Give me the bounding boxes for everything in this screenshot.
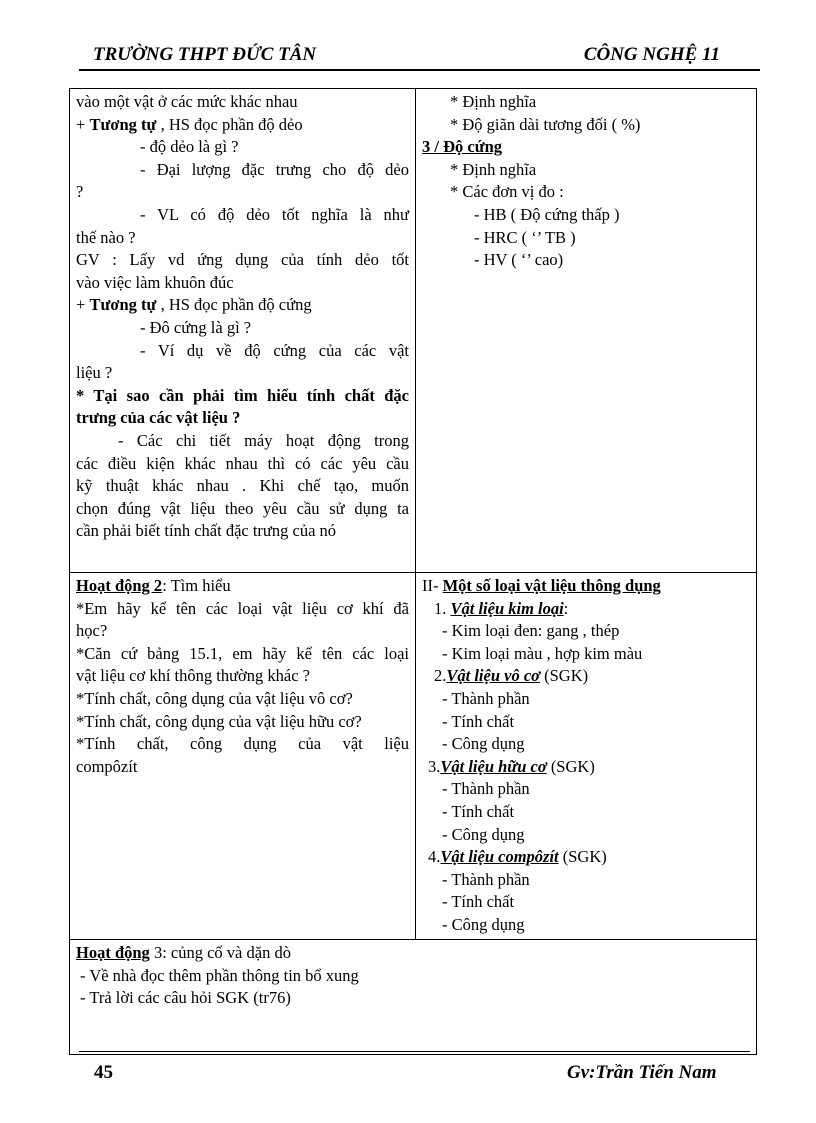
text-run: 3: củng cố và dặn dò: [149, 943, 291, 962]
text-line: - Đại lượng đặc trưng cho độ dẻo: [140, 159, 409, 179]
text-line: [76, 114, 409, 137]
subsection-heading: Vật liệu hữu cơ: [440, 756, 547, 776]
text-line: compôzít: [76, 756, 138, 776]
text-line: ?: [76, 182, 84, 202]
text-line: [422, 846, 750, 869]
content-cell: [416, 89, 757, 573]
section-heading: Một số loại vật liệu thông dụng: [442, 576, 661, 595]
text-line: *Em hãy kể tên các loại vật liệu cơ khí đã: [76, 598, 409, 618]
lesson-table: [69, 88, 757, 1055]
text-line: thế nào ?: [76, 227, 136, 247]
text-line: [422, 665, 750, 688]
text-run: (SGK): [546, 756, 595, 776]
activity-heading: Hoạt động 2: [76, 576, 163, 595]
text-run: +: [76, 114, 90, 134]
text-line: - Thành phần: [442, 869, 530, 889]
activity-heading: Hoạt động: [76, 943, 150, 962]
text-line: - Về nhà đọc thêm phần thông tin bổ xung: [80, 965, 359, 985]
text-run: 4.: [428, 847, 441, 867]
text-line: - Trả lời các câu hỏi SGK (tr76): [80, 988, 291, 1008]
text-line: *Tính chất, công dụng của vật liệu hữu cơ?: [76, 711, 362, 731]
text-line: - Thành phần: [442, 779, 530, 799]
text-line: - Công dụng: [442, 734, 525, 754]
text-line: *Căn cứ bảng 15.1, em hãy kể tên các loại: [76, 643, 409, 663]
bold-run: Tương tự: [89, 114, 157, 134]
bold-run: Tương tự: [89, 295, 157, 315]
text-line: vật liệu cơ khí thông thường khác ?: [76, 666, 310, 686]
school-name: TRƯỜNG THPT ĐỨC TÂN: [93, 44, 317, 65]
text-line: * Các đơn vị đo :: [450, 182, 564, 202]
teacher-student-activity-cell: [70, 89, 416, 573]
text-run: 2.: [434, 666, 447, 686]
text-line: kỹ thuật khác nhau . Khi chế tạo, muốn: [76, 476, 409, 496]
page-number: 45: [94, 1062, 113, 1083]
content-cell: [416, 573, 757, 940]
header-rule: [79, 69, 760, 71]
text-line: - Các chi tiết máy hoạt động trong: [118, 430, 409, 450]
text-line: - Tính chất: [442, 801, 515, 821]
text-line: - Đô cứng là gì ?: [140, 317, 252, 337]
subsection-heading: Vật liệu kim loại: [450, 598, 564, 618]
text-line: * Độ giãn dài tương đối ( %): [450, 114, 641, 134]
text-line: [422, 756, 750, 779]
text-line: vào việc làm khuôn đúc: [76, 272, 234, 292]
table-row: [70, 940, 757, 1055]
text-run: : Tìm hiểu: [162, 576, 231, 595]
text-line: [422, 575, 750, 598]
text-line: *Tính chất, công dụng của vật liệu vô cơ?: [76, 688, 353, 708]
text-line: liệu ?: [76, 363, 113, 383]
table-row: [70, 573, 757, 940]
text-line: vào một vật ở các mức khác nhau: [76, 92, 298, 111]
text-line: cần phải biết tính chất đặc trưng của nó: [76, 521, 337, 541]
text-line: [422, 598, 750, 621]
subsection-heading: Vật liệu compôzít: [440, 847, 559, 867]
text-line: - Tính chất: [442, 711, 515, 731]
text-run: (SGK): [540, 666, 589, 686]
text-line: [76, 575, 409, 598]
text-line: trưng của các vật liệu ?: [76, 408, 241, 428]
text-line: các điều kiện khác nhau thì có các yêu cầu: [76, 453, 409, 473]
text-line: [76, 942, 750, 965]
footer-rule: [79, 1051, 750, 1052]
text-line: - HV ( ‘’ cao): [474, 250, 564, 270]
text-line: học?: [76, 621, 108, 641]
text-line: - Kim loại đen: gang , thép: [442, 621, 620, 641]
author-name: Gv:Trần Tiến Nam: [567, 1062, 717, 1083]
text-run: II-: [422, 576, 443, 595]
text-run: +: [76, 295, 90, 315]
teacher-student-activity-cell: [70, 573, 416, 940]
text-run: 3.: [428, 756, 441, 776]
text-line: *Tính chất, công dụng của vật liệu: [76, 734, 409, 754]
homework-cell: [70, 940, 757, 1055]
text-line: - Kim loại màu , hợp kim màu: [442, 643, 643, 663]
text-run: , HS đọc phần độ cứng: [156, 295, 312, 315]
text-line: * Tại sao cần phải tìm hiểu tính chất đặc: [76, 385, 409, 405]
text-line: - VL có độ dẻo tốt nghĩa là như: [140, 204, 409, 224]
table-row: [70, 89, 757, 573]
text-line: - độ dẻo là gì ?: [140, 137, 239, 157]
text-line: - Công dụng: [442, 914, 525, 934]
text-line: - HB ( Độ cứng thấp ): [474, 204, 620, 224]
section-heading: 3 / Độ cứng: [422, 137, 503, 157]
text-run: (SGK): [558, 847, 607, 867]
text-run: :: [563, 598, 569, 618]
text-line: * Định nghĩa: [450, 159, 537, 179]
subject-name: CÔNG NGHỆ 11: [583, 44, 720, 65]
text-run: , HS đọc phần độ dẻo: [156, 114, 303, 134]
text-run: 1.: [434, 598, 451, 618]
text-line: - HRC ( ‘’ TB ): [474, 227, 576, 247]
subsection-heading: Vật liệu vô cơ: [446, 666, 541, 686]
text-line: [76, 294, 409, 317]
text-line: - Ví dụ về độ cứng của các vật: [140, 340, 409, 360]
footer-rule: [79, 1054, 750, 1055]
text-line: - Công dụng: [442, 824, 525, 844]
text-line: - Tính chất: [442, 892, 515, 912]
text-line: * Định nghĩa: [450, 92, 537, 111]
page-header: [79, 44, 760, 70]
text-line: GV : Lấy vd ứng dụng của tính dẻo tốt: [76, 250, 409, 270]
text-line: chọn đúng vật liệu theo yêu cầu sử dụng ta: [76, 498, 409, 518]
text-line: - Thành phần: [442, 688, 530, 708]
